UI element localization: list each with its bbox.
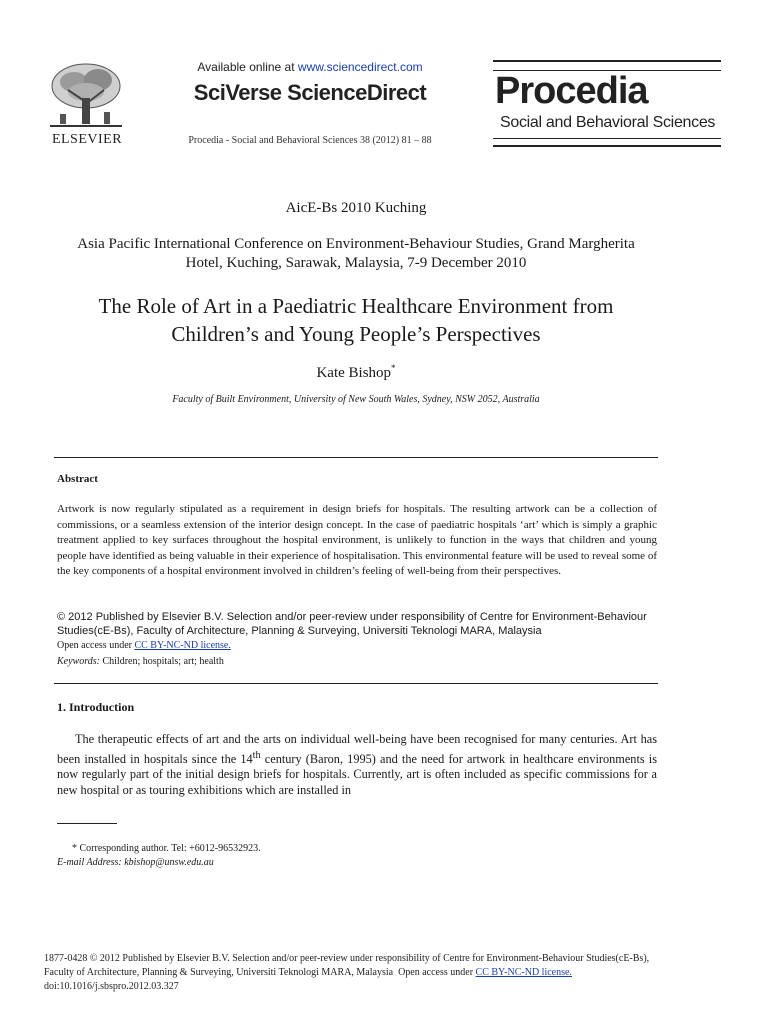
journal-logo-bottom-rule (493, 138, 721, 147)
author-name: Kate Bishop (316, 365, 392, 381)
elsevier-logo (40, 60, 134, 150)
available-online (150, 60, 470, 74)
open-access-notice (57, 640, 231, 651)
affiliation: Faculty of Built Environment, University of New South Wales, Sydney, NSW 2052, Australia (172, 394, 540, 405)
abstract-body: Artwork is now regularly stipulated as a requirement in design briefs for hospitals. The resulting artwork can be a collection of commissions, or a seamless extension of the interior design concept. In the case of paediatric hospitals ‘art’ which is simply a graphic treatment applied to key surfaces throughout the hospital environment, is unlikely to function in the ways that children and young people have identified as being valuable in their experience of hospitalisation. This environmental feature will be used to reveal some of the key components of a hospital environment involved in children’s feeling of well-being from their perspectives. (57, 503, 657, 577)
elsevier-tree-icon (46, 60, 126, 132)
keywords-list: Children; hospitals; art; health (99, 656, 224, 667)
footer-line-1: 1877-0428 © 2012 Published by Elsevier B.V. Selection and/or peer-review under responsibility of Centre for Environment-Behaviour Studies(cE-Bs), (44, 953, 650, 964)
copyright-notice: © 2012 Published by Elsevier B.V. Selection and/or peer-review under responsibility of Centre for Environment-Behaviour Studies(cE-Bs), Faculty of Architecture, Planning & Surveying, Universiti Teknologi MARA, Malaysia (57, 611, 647, 637)
available-prefix: Available online at (197, 60, 298, 74)
publisher-name: ELSEVIER (51, 132, 123, 147)
footer-doi: doi:10.1016/j.sbspro.2012.03.327 (44, 981, 179, 992)
footnote-rule (57, 823, 117, 824)
sciencedirect-link[interactable]: www.sciencedirect.com (297, 60, 423, 74)
author-footnote-mark: * (391, 363, 396, 373)
conference-full-name: Asia Pacific International Conference on Environment-Behaviour Studies, Grand Margherita Hotel, Kuching, Sarawak, Malaysia, 7-9 December 2010 (77, 236, 635, 271)
keywords-label: Keywords: (57, 656, 100, 667)
author-email: E-mail Address: kbishop@unsw.edu.au (57, 857, 214, 868)
abstract-top-rule (54, 457, 658, 458)
author (40, 363, 672, 382)
intro-superscript: th (252, 749, 261, 761)
open-access-prefix: Open access under (57, 640, 135, 651)
corresponding-author-note: * Corresponding author. Tel: +6012-96532923. (72, 843, 261, 854)
intro-text-part-1: The therapeutic effects of art and the arts on individual well-being have been recognised for many centuries. Art has been installed in hospitals since the 14 (57, 732, 657, 766)
paper-title-line-2: Children’s and Young People’s Perspectives (171, 322, 541, 346)
paper-title-line-1: The Role of Art in a Paediatric Healthcare Environment from (98, 294, 614, 318)
conference-short-name: AicE-Bs 2010 Kuching (285, 200, 427, 216)
journal-logo-subtitle: Social and Behavioral Sciences (500, 114, 716, 131)
journal-logo-title: Procedia (495, 70, 648, 112)
introduction-paragraph (57, 732, 657, 798)
abstract-bottom-rule (54, 683, 658, 684)
license-link[interactable]: CC BY-NC-ND license. (134, 640, 231, 651)
footer-line-2 (44, 966, 734, 980)
paper-title (40, 292, 672, 348)
footer-open-access-prefix: Open access under (398, 967, 476, 978)
footer-institution: Faculty of Architecture, Planning & Surveying, Universiti Teknologi MARA, Malaysia (44, 967, 394, 978)
intro-text-part-2: century (Baron, 1995) and the need for artwork in healthcare environments is now regularly part of the initial design briefs for hospitals. Currently, art is often included as specific commissions for a new hospital or as touring exhibitions which are installed in (57, 751, 657, 797)
keywords (57, 656, 224, 667)
page-footer (44, 952, 734, 994)
section-heading-introduction: 1. Introduction (57, 700, 135, 714)
abstract-heading: Abstract (57, 473, 98, 485)
journal-reference: Procedia - Social and Behavioral Sciences 38 (2012) 81 – 88 (188, 135, 432, 146)
platform-logo: SciVerse ScienceDirect (193, 80, 427, 105)
footer-license-link[interactable]: CC BY-NC-ND license. (475, 967, 572, 978)
